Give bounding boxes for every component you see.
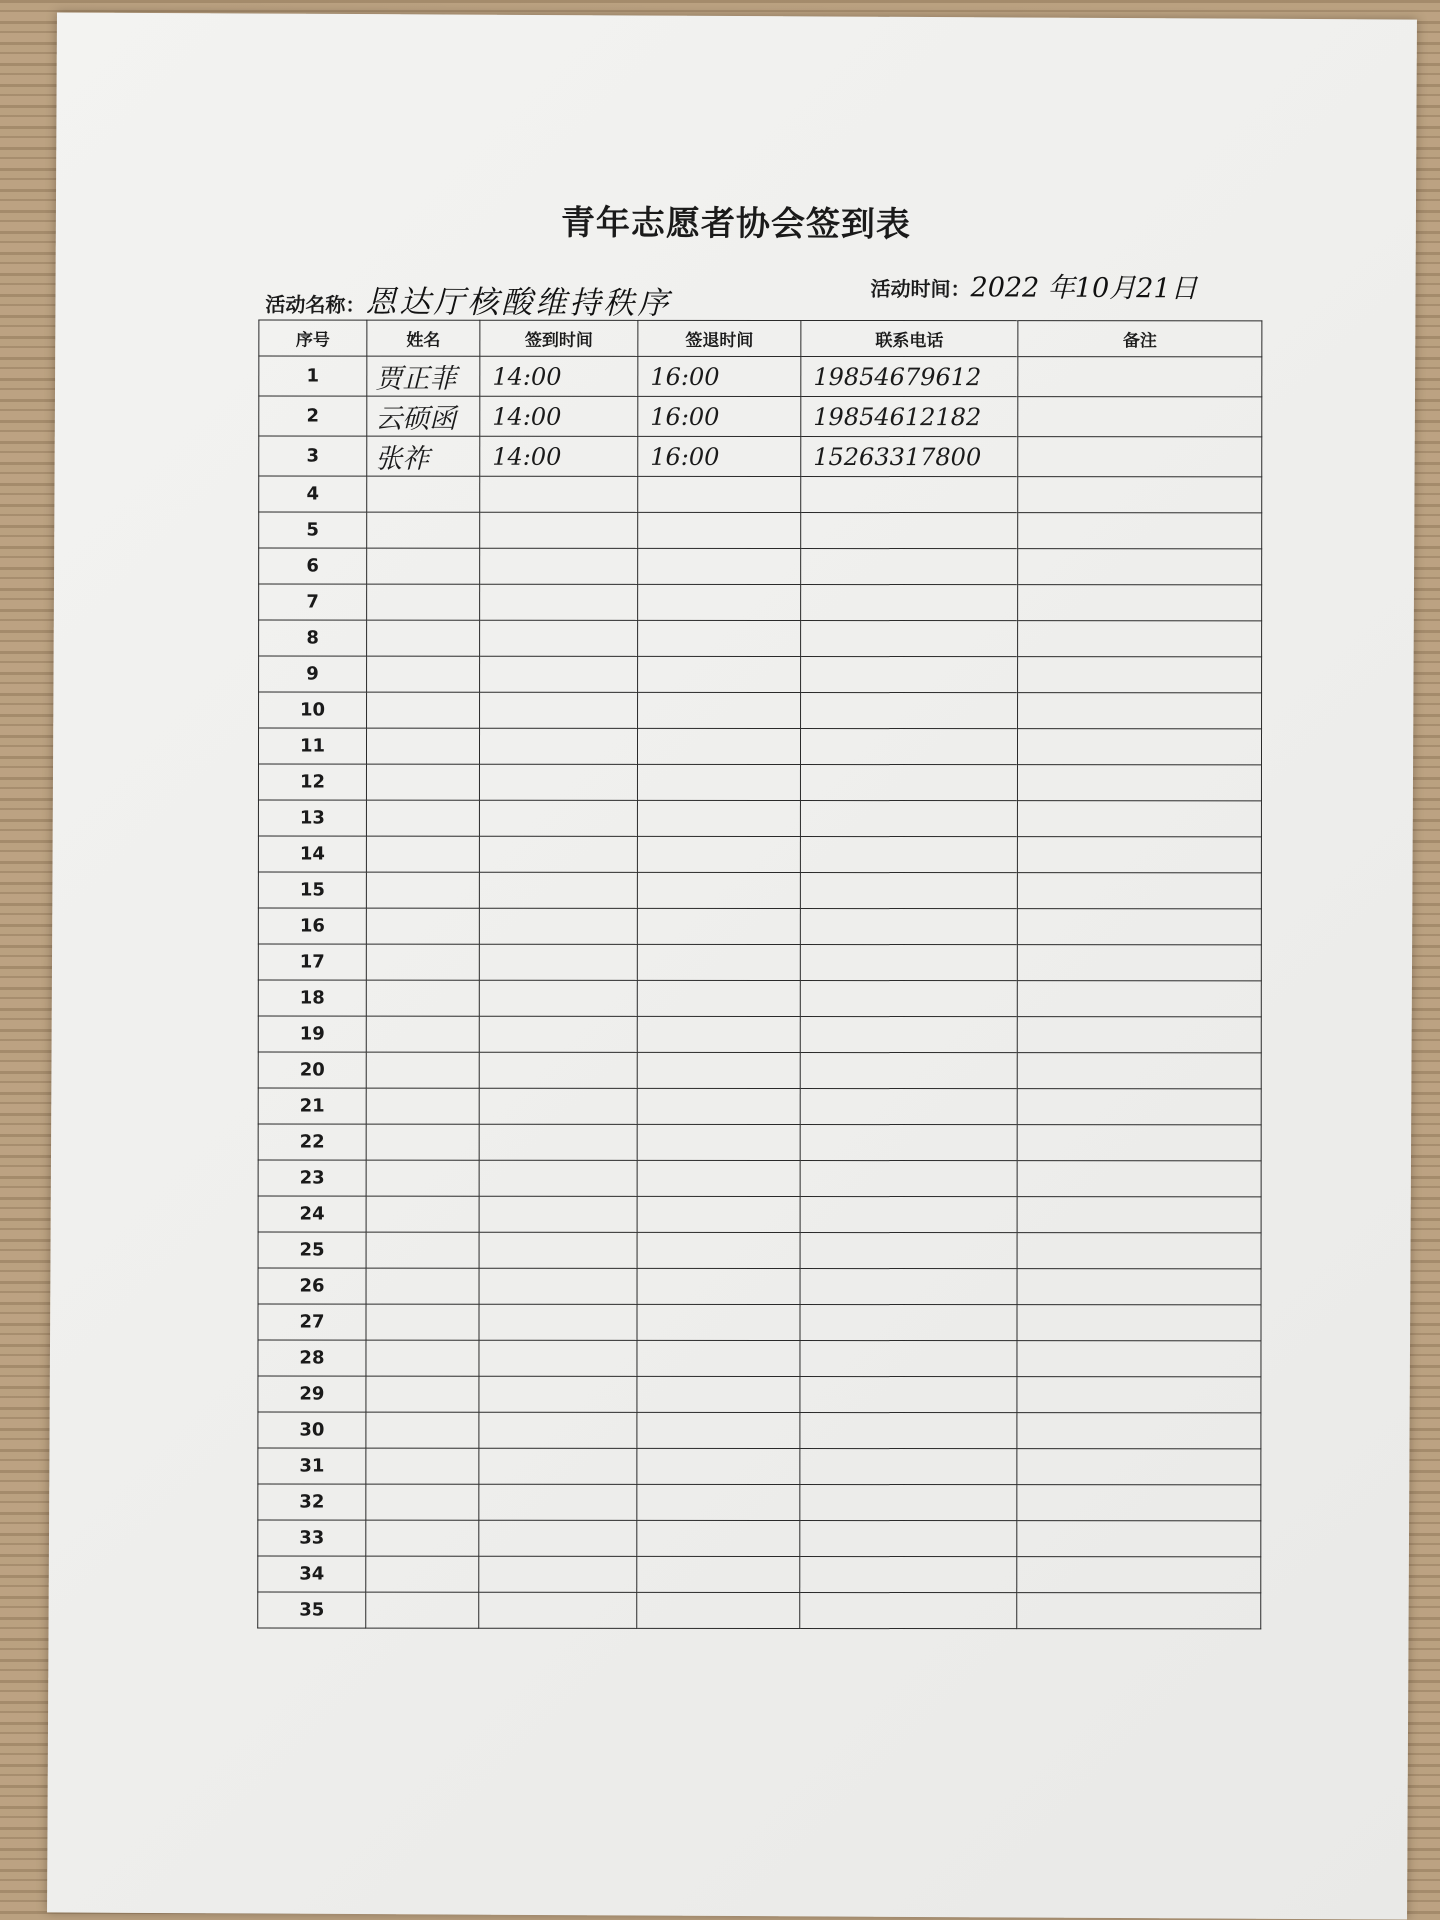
row-phone (800, 1484, 1017, 1520)
row-sign-in-time (479, 836, 637, 872)
row-serial: 28 (258, 1340, 366, 1376)
table-row (258, 1016, 1261, 1053)
row-name (366, 1304, 479, 1340)
sheet-title: 青年志愿者协会签到表 (560, 203, 911, 245)
row-name: 贾正菲 (367, 356, 480, 396)
row-phone (800, 908, 1017, 944)
row-name (366, 1016, 479, 1052)
row-phone (800, 1520, 1017, 1556)
row-phone (801, 584, 1018, 620)
row-remarks (1017, 837, 1261, 873)
row-name (366, 1088, 479, 1124)
row-remarks (1018, 549, 1262, 585)
row-sign-in-time (479, 1556, 637, 1592)
row-name (366, 908, 479, 944)
row-sign-out-time (638, 692, 801, 728)
row-remarks (1017, 1485, 1261, 1521)
row-serial: 30 (258, 1412, 366, 1448)
row-phone (800, 1448, 1017, 1484)
row-sign-in-time (479, 1160, 637, 1196)
row-name (366, 1340, 479, 1376)
row-phone (801, 692, 1018, 728)
row-serial: 26 (258, 1268, 366, 1304)
row-name (366, 836, 479, 872)
row-sign-in-time: 14:00 (480, 436, 638, 476)
row-name (366, 1160, 479, 1196)
header-sign-in-time: 签到时间 (480, 320, 638, 356)
row-serial: 1 (259, 356, 367, 396)
row-sign-out-time (637, 728, 800, 764)
row-phone (800, 728, 1017, 764)
row-serial: 7 (259, 584, 367, 620)
row-sign-out-time (637, 1376, 800, 1412)
table-row (258, 1592, 1261, 1629)
row-phone (800, 872, 1017, 908)
row-serial: 33 (258, 1520, 366, 1556)
row-sign-out-time (637, 1124, 800, 1160)
table-row (259, 656, 1262, 693)
row-sign-in-time (479, 908, 637, 944)
row-sign-in-time (479, 728, 637, 764)
header-remarks: 备注 (1018, 321, 1262, 357)
table-row (258, 1232, 1261, 1269)
row-sign-out-time (637, 800, 800, 836)
table-row (258, 980, 1261, 1017)
row-sign-out-time (638, 656, 801, 692)
row-remarks (1017, 1377, 1261, 1413)
row-sign-in-time (479, 1520, 637, 1556)
header-name: 姓名 (367, 320, 480, 356)
row-phone (801, 548, 1018, 584)
row-name (366, 980, 479, 1016)
row-phone (800, 1412, 1017, 1448)
row-sign-in-time (479, 1592, 637, 1628)
row-serial: 12 (258, 764, 366, 800)
row-sign-in-time (479, 1340, 637, 1376)
row-remarks (1017, 1557, 1261, 1593)
row-serial: 18 (258, 980, 366, 1016)
row-sign-out-time (638, 548, 801, 584)
table-row (258, 1340, 1261, 1377)
row-name (366, 764, 479, 800)
row-name (366, 872, 479, 908)
activity-time-value: 2022 年10月21日 (970, 272, 1198, 305)
row-remarks (1018, 513, 1262, 549)
row-serial: 5 (259, 512, 367, 548)
row-sign-in-time (479, 1124, 637, 1160)
row-serial: 6 (259, 548, 367, 584)
row-phone (800, 1304, 1017, 1340)
row-remarks (1017, 909, 1261, 945)
row-sign-out-time: 16:00 (638, 356, 801, 396)
row-phone (800, 1340, 1017, 1376)
row-remarks (1017, 1017, 1261, 1053)
row-remarks (1017, 1449, 1261, 1485)
table-row (258, 764, 1261, 801)
table-row (258, 872, 1261, 909)
row-serial: 35 (258, 1592, 366, 1628)
row-sign-in-time (479, 1052, 637, 1088)
row-serial: 17 (258, 944, 366, 980)
row-sign-out-time (637, 1556, 800, 1592)
row-sign-in-time (480, 620, 638, 656)
row-sign-out-time (637, 1484, 800, 1520)
row-serial: 29 (258, 1376, 366, 1412)
row-phone (801, 620, 1018, 656)
row-name (367, 692, 480, 728)
row-name (366, 728, 479, 764)
activity-time-line (870, 265, 1197, 306)
row-phone (800, 1268, 1017, 1304)
row-remarks (1017, 1197, 1261, 1233)
row-sign-out-time (637, 1412, 800, 1448)
row-serial: 13 (258, 800, 366, 836)
row-sign-in-time (479, 1448, 637, 1484)
table-row (258, 1484, 1261, 1521)
table-row (259, 692, 1262, 729)
row-remarks (1017, 801, 1261, 837)
row-serial: 10 (259, 692, 367, 728)
table-row (258, 1412, 1261, 1449)
row-sign-in-time (479, 944, 637, 980)
table-row (258, 728, 1261, 765)
row-sign-out-time (637, 980, 800, 1016)
row-remarks (1018, 657, 1262, 693)
row-sign-in-time (480, 476, 638, 512)
row-remarks (1017, 981, 1261, 1017)
row-name (366, 1556, 479, 1592)
table-row (259, 356, 1262, 397)
row-sign-in-time (479, 1088, 637, 1124)
row-sign-out-time (637, 1160, 800, 1196)
activity-time-label: 活动时间： (870, 276, 971, 302)
row-name (367, 584, 480, 620)
row-remarks (1018, 693, 1262, 729)
activity-name-label: 活动名称： (265, 292, 366, 318)
row-serial: 20 (258, 1052, 366, 1088)
row-phone: 19854679612 (801, 356, 1018, 396)
table-row (259, 476, 1262, 513)
row-sign-out-time (638, 512, 801, 548)
row-phone (800, 1556, 1017, 1592)
row-serial: 22 (258, 1124, 366, 1160)
row-remarks (1017, 1125, 1261, 1161)
row-sign-out-time (637, 1232, 800, 1268)
row-sign-in-time (479, 1232, 637, 1268)
table-row (258, 1196, 1261, 1233)
row-phone (800, 1160, 1017, 1196)
row-sign-out-time (637, 1196, 800, 1232)
row-name (367, 656, 480, 692)
row-sign-in-time (479, 980, 637, 1016)
row-remarks (1017, 945, 1261, 981)
header-serial: 序号 (259, 320, 367, 356)
table-row (258, 1268, 1261, 1305)
table-row (258, 1052, 1261, 1089)
sign-in-sheet-paper (47, 12, 1417, 1919)
row-remarks (1018, 357, 1262, 397)
row-serial: 8 (259, 620, 367, 656)
row-remarks (1017, 873, 1261, 909)
row-sign-in-time (479, 1412, 637, 1448)
row-serial: 2 (259, 396, 367, 436)
row-name (366, 800, 479, 836)
row-sign-out-time (638, 476, 801, 512)
row-sign-out-time (637, 1016, 800, 1052)
row-sign-in-time (479, 800, 637, 836)
header-phone: 联系电话 (801, 320, 1018, 356)
table-row (258, 1376, 1261, 1413)
row-name (366, 1592, 479, 1628)
row-sign-in-time (480, 656, 638, 692)
row-name (367, 476, 480, 512)
row-serial: 3 (259, 436, 367, 476)
table-row (259, 620, 1262, 657)
row-remarks (1017, 729, 1261, 765)
row-serial: 15 (258, 872, 366, 908)
row-phone (801, 656, 1018, 692)
row-sign-out-time (637, 1340, 800, 1376)
table-row (258, 908, 1261, 945)
row-phone (800, 1592, 1017, 1628)
row-sign-in-time (479, 1016, 637, 1052)
row-serial: 27 (258, 1304, 366, 1340)
row-sign-out-time (637, 944, 800, 980)
row-serial: 31 (258, 1448, 366, 1484)
table-row (258, 1556, 1261, 1593)
row-remarks (1017, 1521, 1261, 1557)
row-sign-in-time (479, 1484, 637, 1520)
row-sign-in-time (479, 872, 637, 908)
row-serial: 32 (258, 1484, 366, 1520)
row-phone (800, 1088, 1017, 1124)
row-phone (800, 1052, 1017, 1088)
row-remarks (1018, 397, 1262, 437)
row-remarks (1017, 1593, 1261, 1629)
row-serial: 11 (258, 728, 366, 764)
activity-name-line (265, 276, 671, 323)
row-name (366, 1052, 479, 1088)
row-sign-in-time (479, 1196, 637, 1232)
table-row (259, 436, 1262, 477)
row-sign-out-time (637, 1304, 800, 1340)
row-phone (800, 1232, 1017, 1268)
table-row (258, 944, 1261, 981)
row-sign-in-time (480, 548, 638, 584)
row-remarks (1017, 1269, 1261, 1305)
row-name (367, 512, 480, 548)
table-body (258, 356, 1262, 1629)
table-row (259, 548, 1262, 585)
row-serial: 16 (258, 908, 366, 944)
row-remarks (1017, 1089, 1261, 1125)
table-row (259, 512, 1262, 549)
row-serial: 21 (258, 1088, 366, 1124)
row-name (366, 1196, 479, 1232)
row-sign-in-time (479, 1304, 637, 1340)
row-sign-out-time (637, 764, 800, 800)
table-row (258, 1160, 1261, 1197)
row-phone (800, 1376, 1017, 1412)
table-row (259, 396, 1262, 437)
row-remarks (1018, 437, 1262, 477)
table-row (258, 1448, 1261, 1485)
row-name (366, 1412, 479, 1448)
row-sign-in-time (480, 584, 638, 620)
row-sign-out-time (638, 620, 801, 656)
row-remarks (1017, 1161, 1261, 1197)
row-name (366, 1232, 479, 1268)
row-remarks (1017, 765, 1261, 801)
row-phone (800, 836, 1017, 872)
row-sign-out-time (637, 1088, 800, 1124)
row-sign-in-time (480, 512, 638, 548)
row-name (366, 1376, 479, 1412)
row-name (366, 1124, 479, 1160)
row-name (366, 944, 479, 980)
row-phone (800, 800, 1017, 836)
table-row (258, 1304, 1261, 1341)
row-phone (800, 1124, 1017, 1160)
row-phone (800, 1016, 1017, 1052)
row-remarks (1018, 477, 1262, 513)
row-sign-out-time (637, 1592, 800, 1628)
row-sign-in-time: 14:00 (480, 356, 638, 396)
row-name (367, 620, 480, 656)
row-phone: 15263317800 (801, 436, 1018, 476)
row-name (367, 548, 480, 584)
row-serial: 9 (259, 656, 367, 692)
row-remarks (1017, 1305, 1261, 1341)
activity-name-value: 恩达厅核酸维持秩序 (365, 284, 672, 322)
row-serial: 24 (258, 1196, 366, 1232)
row-remarks (1018, 621, 1262, 657)
row-serial: 25 (258, 1232, 366, 1268)
row-sign-out-time (638, 584, 801, 620)
row-sign-out-time (637, 908, 800, 944)
row-sign-in-time (479, 764, 637, 800)
row-phone (801, 512, 1018, 548)
row-phone (801, 476, 1018, 512)
row-sign-in-time: 14:00 (480, 396, 638, 436)
row-sign-out-time (637, 872, 800, 908)
sign-in-table (257, 320, 1262, 1630)
row-sign-in-time (479, 1268, 637, 1304)
table-header-row (259, 320, 1262, 357)
row-remarks (1017, 1233, 1261, 1269)
row-name (366, 1268, 479, 1304)
row-phone (800, 980, 1017, 1016)
row-remarks (1017, 1413, 1261, 1449)
row-serial: 23 (258, 1160, 366, 1196)
table-row (258, 800, 1261, 837)
row-phone (800, 1196, 1017, 1232)
row-sign-out-time (637, 1052, 800, 1088)
row-serial: 19 (258, 1016, 366, 1052)
row-sign-out-time: 16:00 (638, 436, 801, 476)
row-serial: 4 (259, 476, 367, 512)
row-sign-out-time (637, 1448, 800, 1484)
table-row (258, 836, 1261, 873)
row-name: 云硕函 (367, 396, 480, 436)
row-serial: 14 (258, 836, 366, 872)
header-sign-out-time: 签退时间 (638, 320, 801, 356)
row-name: 张祚 (367, 436, 480, 476)
row-name (366, 1520, 479, 1556)
row-serial: 34 (258, 1556, 366, 1592)
table-row (258, 1520, 1261, 1557)
row-remarks (1017, 1053, 1261, 1089)
row-name (366, 1448, 479, 1484)
row-sign-out-time (637, 1268, 800, 1304)
row-phone (800, 944, 1017, 980)
row-sign-out-time (637, 1520, 800, 1556)
table-row (259, 584, 1262, 621)
row-name (366, 1484, 479, 1520)
row-sign-in-time (479, 1376, 637, 1412)
row-remarks (1018, 585, 1262, 621)
table-row (258, 1124, 1261, 1161)
row-sign-in-time (480, 692, 638, 728)
table-row (258, 1088, 1261, 1125)
row-phone (800, 764, 1017, 800)
row-phone: 19854612182 (801, 396, 1018, 436)
row-remarks (1017, 1341, 1261, 1377)
row-sign-out-time (637, 836, 800, 872)
row-sign-out-time: 16:00 (638, 396, 801, 436)
